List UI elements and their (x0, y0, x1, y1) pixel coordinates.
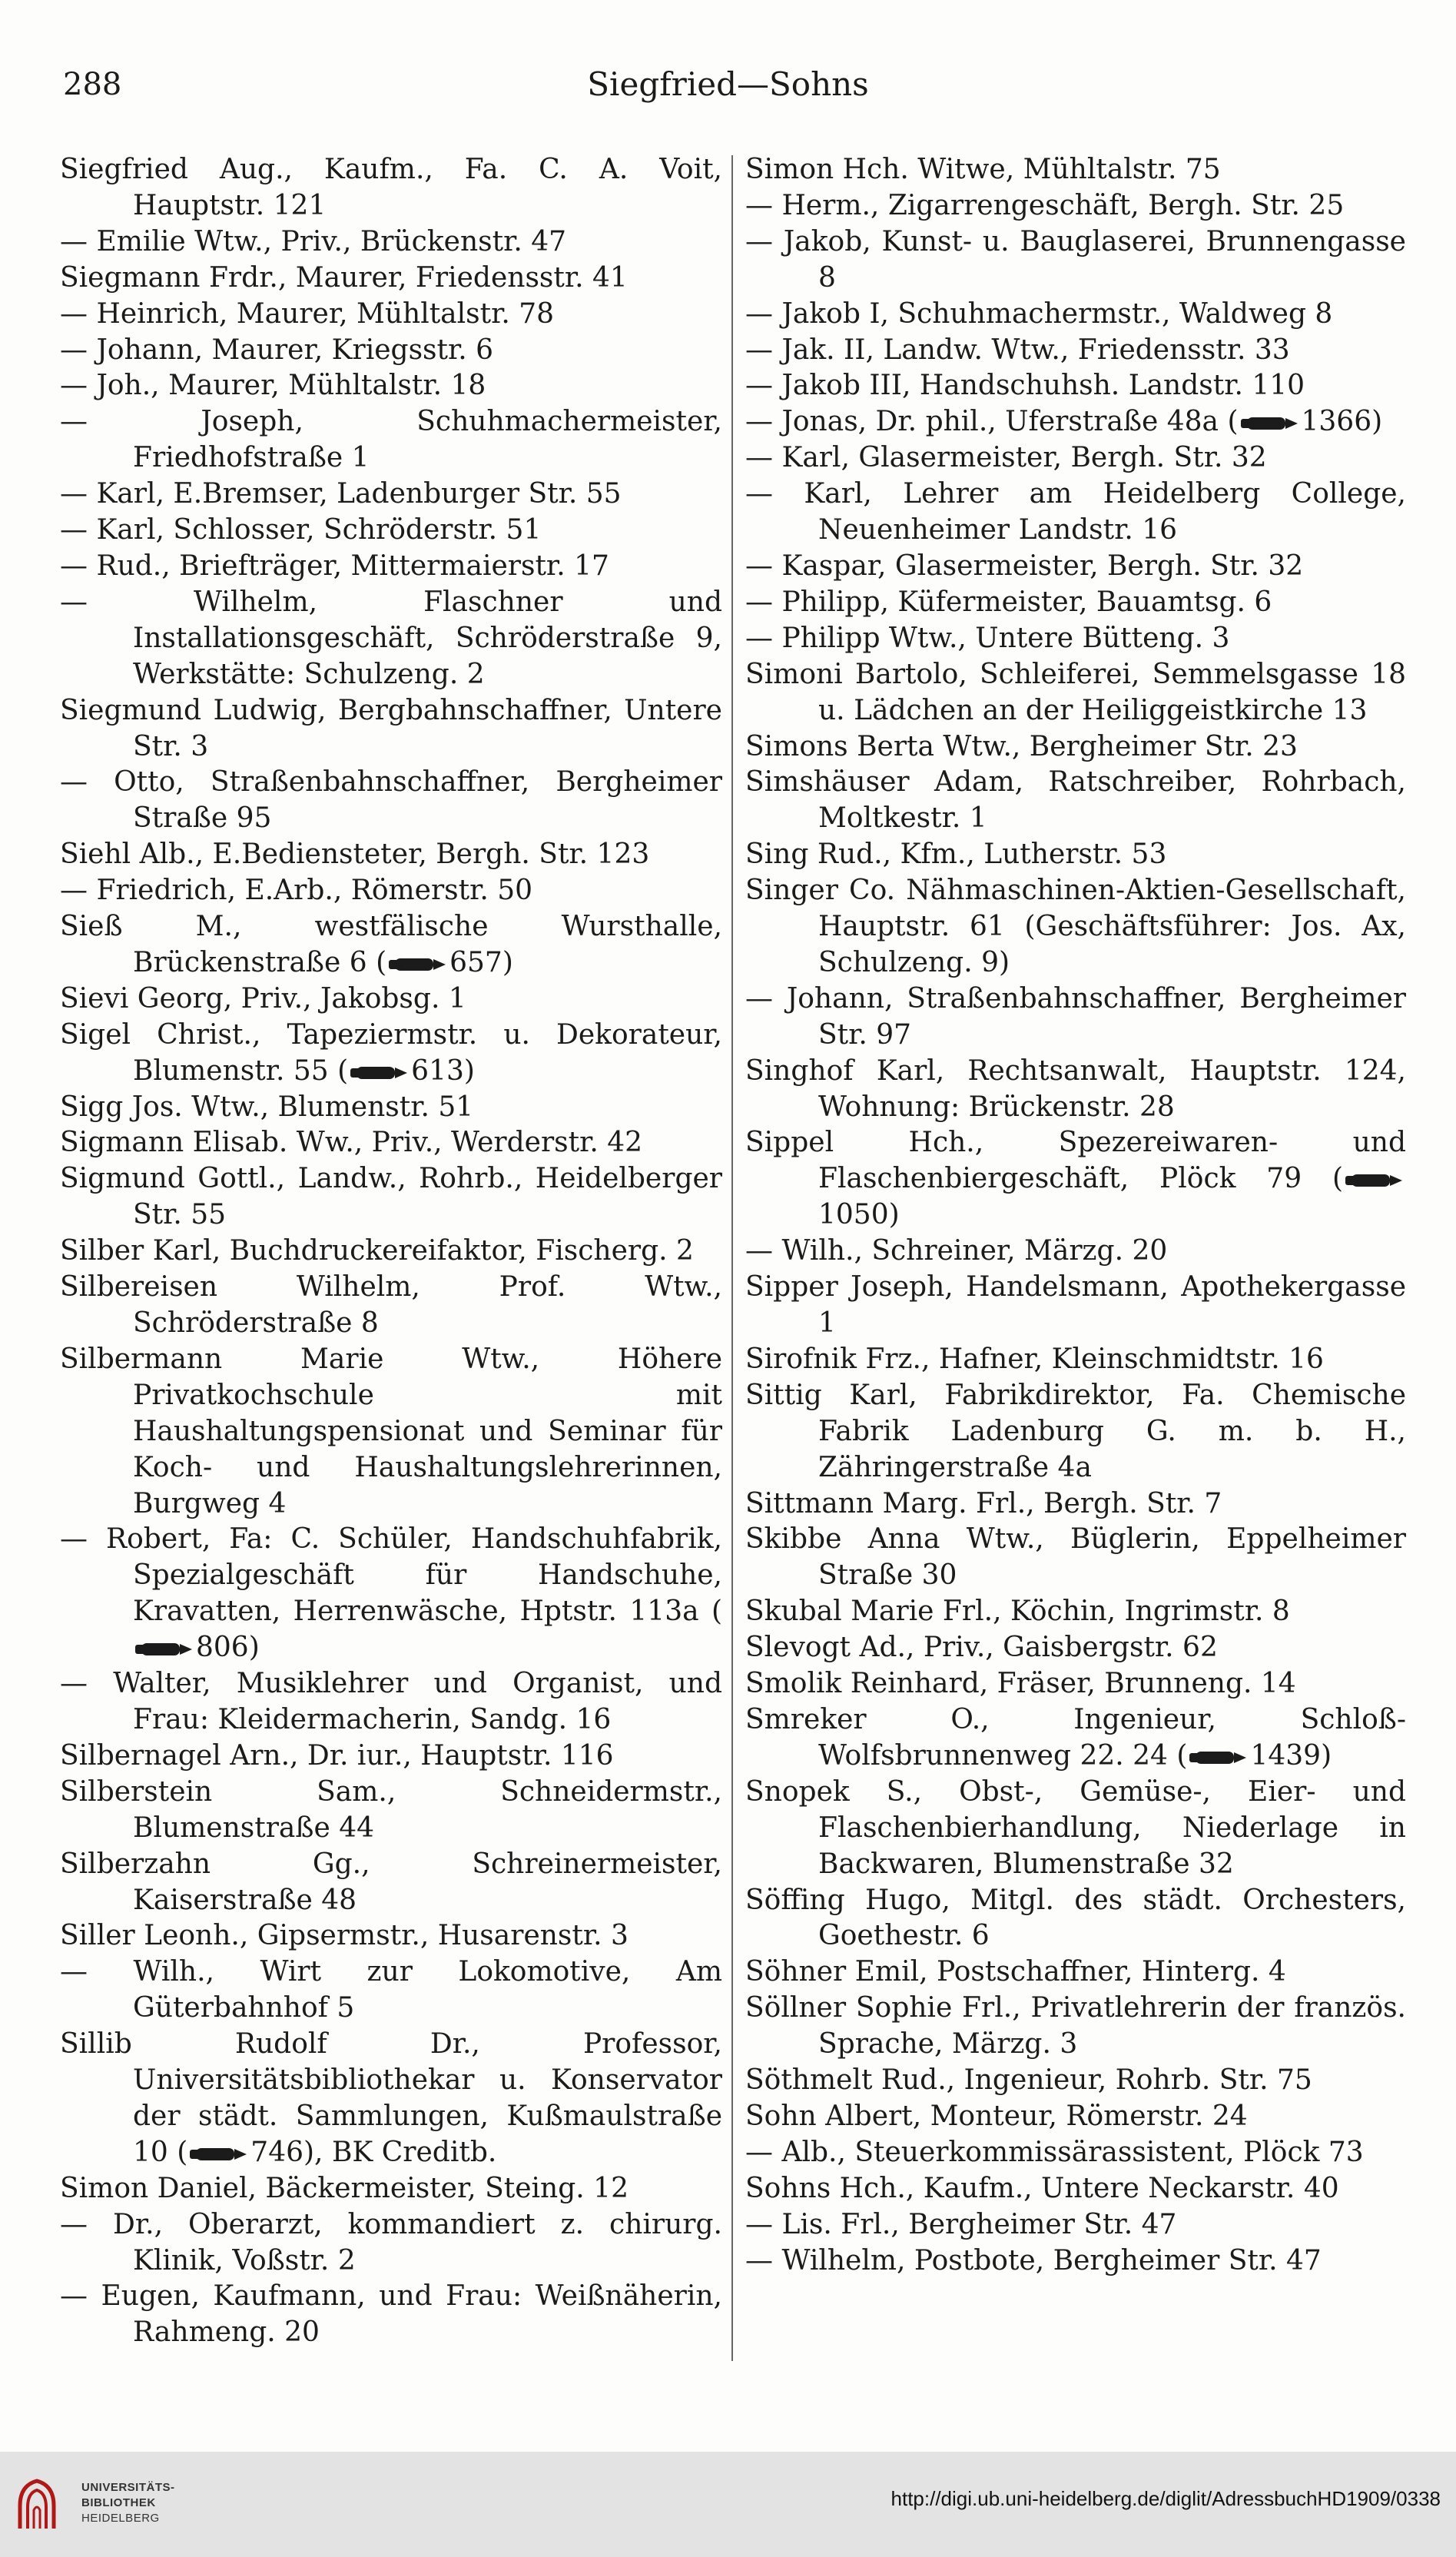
telephone-number: 1050 (818, 1199, 889, 1231)
directory-entry (745, 152, 1406, 188)
page-header (0, 63, 1456, 109)
entry-text: Silbernagel Arn., Dr. iur., Hauptstr. 116 (60, 1739, 614, 1772)
logo-text-line2: BIBLIOTHEK (81, 2496, 156, 2509)
entry-text: — Walter, Musiklehrer und Organist, und Frau: Kleidermacherin, Sandg. 16 (60, 1668, 722, 1735)
entry-text-tail: ) (1371, 406, 1383, 438)
entry-text: Söthmelt Rud., Ingenieur, Rohrb. Str. 75 (745, 2064, 1312, 2097)
entry-text: — Karl, Schlosser, Schröderstr. 51 (60, 514, 542, 546)
entry-text: — Johann, Straßenbahnschaffner, Bergheimer Str. 97 (745, 982, 1406, 1051)
entry-text: Sigg Jos. Wtw., Blumenstr. 51 (60, 1091, 474, 1123)
entry-text: Snopek S., Obst-, Gemüse-, Eier- und Flaschenbierhandlung, Niederlage in Backwaren, Blumenstraße 32 (745, 1775, 1406, 1880)
directory-entry (745, 873, 1406, 981)
directory-entry (60, 909, 722, 981)
entry-text: Skubal Marie Frl., Köchin, Ingrimstr. 8 (745, 1596, 1290, 1628)
directory-entry (745, 1702, 1406, 1775)
telephone-number: 657 (449, 946, 502, 978)
directory-entry (60, 2279, 722, 2351)
entry-text: Smolik Reinhard, Fräser, Brunneng. 14 (745, 1668, 1296, 1700)
telephone-icon (350, 1064, 409, 1081)
entry-text: Sipper Joseph, Handelsmann, Apothekergasse 1 (745, 1271, 1406, 1339)
directory-entry (745, 549, 1406, 585)
directory-entry (60, 981, 722, 1018)
telephone-icon (1189, 1749, 1248, 1766)
telephone-number: 746 (250, 2136, 304, 2168)
directory-entry (745, 2243, 1406, 2280)
entry-text: — Wilhelm, Postbote, Bergheimer Str. 47 (745, 2244, 1322, 2276)
directory-entry (60, 261, 722, 297)
entry-text: Singhof Karl, Rechtsanwalt, Hauptstr. 124, Wohnung: Brückenstr. 28 (745, 1054, 1406, 1123)
entry-text: Silbermann Marie Wtw., Höhere Privatkochschule mit Haushaltungspensionat und Seminar für Koch- und Haushaltungslehrerinnen, Burgweg 4 (60, 1343, 722, 1519)
directory-entry (60, 1161, 722, 1234)
directory-entry (60, 1125, 722, 1161)
directory-entry (60, 1666, 722, 1738)
entry-text: Sittmann Marg. Frl., Bergh. Str. 7 (745, 1487, 1222, 1519)
directory-entry (60, 404, 722, 477)
directory-entry (745, 765, 1406, 837)
directory-entry (60, 152, 722, 224)
telephone-icon (190, 2146, 248, 2163)
directory-entry (745, 188, 1406, 224)
entry-text: Siller Leonh., Gipsermstr., Husarenstr. 3 (60, 1920, 629, 1952)
entry-text: Simon Hch. Witwe, Mühltalstr. 75 (745, 154, 1221, 185)
telephone-number: 1439 (1250, 1739, 1322, 1772)
entry-text: — Friedrich, E.Arb., Römerstr. 50 (60, 875, 533, 907)
entry-text: Siehl Alb., E.Bediensteter, Bergh. Str. 123 (60, 838, 650, 871)
entry-text: — Rud., Briefträger, Mittermaierstr. 17 (60, 550, 609, 582)
directory-entry (60, 224, 722, 261)
directory-entry (60, 2171, 722, 2207)
entry-text: — Heinrich, Maurer, Mühltalstr. 78 (60, 297, 555, 330)
directory-entry (60, 1090, 722, 1126)
directory-entry (60, 1738, 722, 1775)
directory-entry (60, 1918, 722, 1954)
directory-entry (745, 1125, 1406, 1234)
entry-text: — Philipp Wtw., Untere Bütteng. 3 (745, 622, 1230, 654)
entry-text: Sillib Rudolf Dr., Professor, Universitätsbibliothekar u. Konservator der städt. Sammlungen, Kußmaulstraße 10 ( (60, 2028, 722, 2168)
entry-text-tail: ) (1321, 1739, 1332, 1772)
directory-entry (745, 1522, 1406, 1594)
entry-text: — Robert, Fa: C. Schüler, Handschuhfabrik, Spezialgeschäft für Handschuhe, Kravatten, Herrenwäsche, Hptstr. 113a ( (60, 1523, 722, 1628)
directory-entry (745, 2171, 1406, 2207)
directory-entry (745, 1954, 1406, 1991)
directory-entry (745, 2063, 1406, 2099)
directory-entry (745, 224, 1406, 297)
entry-text: Sieß M., westfälische Wursthalle, Brückenstraße 6 ( (60, 911, 722, 978)
entry-text: Simon Daniel, Bäckermeister, Steing. 12 (60, 2172, 629, 2204)
directory-entry (60, 2207, 722, 2280)
entry-text: Singer Co. Nähmaschinen-Aktien-Gesellschaft, Hauptstr. 61 (Geschäftsführer: Jos. Ax, Schulzeng. 9) (745, 875, 1406, 978)
directory-entry (60, 837, 722, 873)
entry-text: Silberzahn Gg., Schreinermeister, Kaiserstraße 48 (60, 1848, 722, 1916)
directory-entry (745, 2135, 1406, 2171)
entry-text: Slevogt Ad., Priv., Gaisbergstr. 62 (745, 1632, 1218, 1664)
directory-entry (60, 585, 722, 693)
right-column (745, 152, 1406, 2279)
entry-text: — Herm., Zigarrengeschäft, Bergh. Str. 25 (745, 189, 1345, 221)
directory-entry (60, 1847, 722, 1919)
directory-entry (60, 2027, 722, 2171)
entry-text: — Eugen, Kaufmann, und Frau: Weißnäherin, Rahmeng. 20 (60, 2280, 722, 2349)
directory-entry (745, 1378, 1406, 1486)
directory-entry (60, 693, 722, 765)
entry-text-tail: ), BK Creditb. (303, 2136, 497, 2168)
directory-entry (745, 1991, 1406, 2063)
library-logo[interactable] (14, 2469, 214, 2542)
logo-text-line1: UNIVERSITÄTS- (81, 2481, 175, 2494)
entry-text: Simshäuser Adam, Ratschreiber, Rohrbach, Moltkestr. 1 (745, 766, 1406, 835)
entry-text: — Emilie Wtw., Priv., Brückenstr. 47 (60, 225, 567, 257)
directory-entry (745, 297, 1406, 333)
entry-text: — Jak. II, Landw. Wtw., Friedensstr. 33 (745, 334, 1290, 366)
entry-text: — Wilh., Schreiner, Märzg. 20 (745, 1235, 1168, 1267)
directory-entry (745, 1486, 1406, 1523)
directory-entry (745, 1883, 1406, 1955)
entry-text: — Jonas, Dr. phil., Uferstraße 48a ( (745, 406, 1239, 438)
directory-entry (60, 297, 722, 333)
directory-entry (745, 440, 1406, 477)
entry-text: Sigmund Gottl., Landw., Rohrb., Heidelberger Str. 55 (60, 1163, 722, 1231)
entry-text: Silber Karl, Buchdruckereifaktor, Fischerg. 2 (60, 1235, 694, 1267)
directory-entry (60, 333, 722, 369)
entry-text: — Philipp, Küfermeister, Bauamtsg. 6 (745, 586, 1272, 618)
entry-text: — Dr., Oberarzt, kommandiert z. chirurg. Klinik, Voßstr. 2 (60, 2208, 722, 2276)
entry-text: — Jakob I, Schuhmachermstr., Waldweg 8 (745, 297, 1333, 330)
entry-text: Siegmund Ludwig, Bergbahnschaffner, Untere Str. 3 (60, 694, 722, 762)
entry-text: Sohn Albert, Monteur, Römerstr. 24 (745, 2100, 1248, 2132)
telephone-icon (1241, 415, 1299, 432)
entry-text: — Jakob III, Handschuhsh. Landstr. 110 (745, 370, 1305, 402)
entry-text-tail: ) (502, 946, 513, 978)
entry-text: — Joseph, Schuhmachermeister, Friedhofstraße 1 (60, 406, 722, 474)
directory-entry (60, 1234, 722, 1270)
directory-entry (745, 333, 1406, 369)
entry-text: Simons Berta Wtw., Bergheimer Str. 23 (745, 730, 1298, 762)
directory-entry (745, 368, 1406, 404)
directory-entry (745, 2207, 1406, 2243)
directory-entry (745, 1630, 1406, 1666)
running-title: Siegfried—Sohns (587, 65, 869, 103)
directory-entry (745, 585, 1406, 621)
entry-text: Siegfried Aug., Kaufm., Fa. C. A. Voit, Hauptstr. 121 (60, 154, 722, 221)
entry-text: — Otto, Straßenbahnschaffner, Bergheimer Straße 95 (60, 766, 722, 835)
entry-text: Smreker O., Ingenieur, Schloß-Wolfsbrunnenweg 22. 24 ( (745, 1703, 1406, 1772)
entry-text-tail: ) (248, 1632, 260, 1664)
telephone-icon (1345, 1172, 1404, 1189)
directory-entry (745, 1666, 1406, 1702)
directory-entry (745, 477, 1406, 549)
directory-entry (745, 837, 1406, 873)
entry-text: Silbereisen Wilhelm, Prof. Wtw., Schröderstraße 8 (60, 1271, 722, 1339)
entry-text: — Kaspar, Glasermeister, Bergh. Str. 32 (745, 550, 1304, 582)
entry-text: — Wilhelm, Flaschner und Installationsgeschäft, Schröderstraße 9, Werkstätte: Schulzeng. 2 (60, 586, 722, 690)
column-divider (731, 155, 733, 2361)
directory-entry (745, 621, 1406, 657)
entry-text: — Karl, Lehrer am Heidelberg College, Neuenheimer Landstr. 16 (745, 478, 1406, 546)
directory-entry (745, 657, 1406, 729)
directory-entry (60, 1954, 722, 2027)
entry-text: Sigel Christ., Tapeziermstr. u. Dekorateur, Blumenstr. 55 ( (60, 1018, 722, 1087)
telephone-icon (135, 1641, 194, 1658)
seal-icon (14, 2475, 60, 2536)
entry-text-tail: ) (888, 1199, 900, 1231)
entry-text: Söhner Emil, Postschaffner, Hinterg. 4 (745, 1956, 1286, 1988)
footer-bar (0, 2452, 1456, 2557)
directory-entry (60, 1342, 722, 1523)
source-url-link[interactable]: http://digi.ub.uni-heidelberg.de/diglit/AdressbuchHD1909/0338 (891, 2487, 1441, 2510)
telephone-number: 1366 (1301, 406, 1372, 438)
entry-text: — Joh., Maurer, Mühltalstr. 18 (60, 370, 486, 402)
entry-text: — Lis. Frl., Bergheimer Str. 47 (745, 2208, 1177, 2240)
directory-entry (745, 1594, 1406, 1630)
entry-text: Sohns Hch., Kaufm., Untere Neckarstr. 40 (745, 2172, 1339, 2204)
entry-text: Söllner Sophie Frl., Privatlehrerin der französ. Sprache, Märzg. 3 (745, 1992, 1406, 2061)
directory-entry (60, 513, 722, 549)
entry-text: Sing Rud., Kfm., Lutherstr. 53 (745, 838, 1167, 871)
entry-text: Sirofnik Frz., Hafner, Kleinschmidtstr. 16 (745, 1343, 1324, 1375)
entry-text: Sigmann Elisab. Ww., Priv., Werderstr. 42 (60, 1127, 643, 1159)
directory-entry (745, 404, 1406, 440)
directory-entry (745, 729, 1406, 765)
logo-text-line3: HEIDELBERG (81, 2512, 160, 2525)
directory-entry (60, 1270, 722, 1342)
entry-text: Sittig Karl, Fabrikdirektor, Fa. Chemische Fabrik Ladenburg G. m. b. H., Zähringerstraße 4a (745, 1379, 1406, 1483)
directory-entry (745, 1775, 1406, 1883)
telephone-icon (389, 956, 447, 973)
directory-entry (60, 477, 722, 513)
directory-entry (60, 549, 722, 585)
entry-text: Siegmann Frdr., Maurer, Friedensstr. 41 (60, 261, 628, 294)
directory-entry (745, 1270, 1406, 1342)
directory-entry (60, 368, 722, 404)
entry-text-tail: ) (463, 1054, 475, 1087)
entry-text: — Alb., Steuerkommissärassistent, Plöck 73 (745, 2136, 1364, 2168)
entry-text: Sippel Hch., Spezereiwaren- und Flaschenbiergeschäft, Plöck 79 ( (745, 1127, 1406, 1195)
entry-text: — Karl, Glasermeister, Bergh. Str. 32 (745, 442, 1267, 474)
entry-text: — Jakob, Kunst- u. Bauglaserei, Brunnengasse 8 (745, 225, 1406, 294)
entry-text: Skibbe Anna Wtw., Büglerin, Eppelheimer Straße 30 (745, 1523, 1406, 1592)
entry-text: Simoni Bartolo, Schleiferei, Semmelsgasse 18 u. Lädchen an der Heiliggeistkirche 13 (745, 658, 1406, 726)
entry-text: Sievi Georg, Priv., Jakobsg. 1 (60, 982, 466, 1014)
directory-entry (745, 1342, 1406, 1378)
directory-entry (745, 981, 1406, 1054)
directory-entry (745, 1234, 1406, 1270)
entry-text: — Johann, Maurer, Kriegsstr. 6 (60, 334, 494, 366)
telephone-number: 806 (196, 1632, 249, 1664)
directory-entry (60, 765, 722, 837)
entry-text: — Wilh., Wirt zur Lokomotive, Am Güterbahnhof 5 (60, 1956, 722, 2024)
left-column (60, 152, 722, 2351)
directory-entry (60, 1018, 722, 1090)
page-number: 288 (63, 67, 122, 102)
directory-entry (60, 1522, 722, 1666)
directory-entry (60, 1775, 722, 1847)
telephone-number: 613 (411, 1054, 464, 1087)
entry-text: Söffing Hugo, Mitgl. des städt. Orchesters, Goethestr. 6 (745, 1884, 1406, 1952)
directory-entry (745, 2099, 1406, 2135)
directory-entry (745, 1054, 1406, 1126)
entry-text: — Karl, E.Bremser, Ladenburger Str. 55 (60, 478, 622, 510)
entry-text: Silberstein Sam., Schneidermstr., Blumenstraße 44 (60, 1775, 722, 1844)
directory-entry (60, 873, 722, 909)
